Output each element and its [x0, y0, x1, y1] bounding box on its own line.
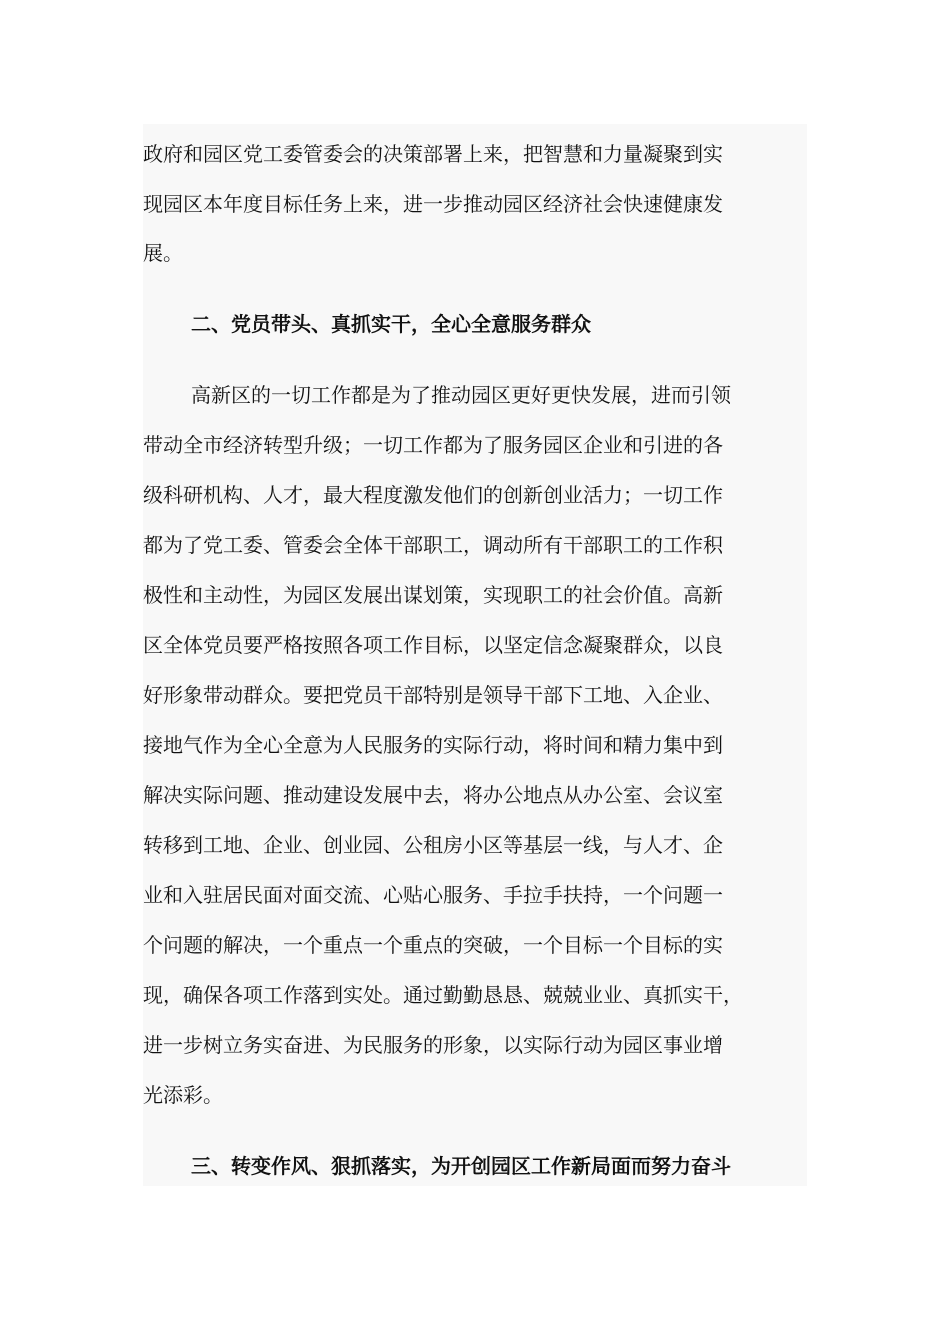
paragraph-line: 进一步树立务实奋进、为民服务的形象，以实际行动为园区事业增 — [143, 1033, 723, 1057]
text-block — [143, 124, 807, 1186]
paragraph-line: 区全体党员要严格按照各项工作目标，以坚定信念凝聚群众，以良 — [143, 633, 723, 657]
paragraph-line: 解决实际问题、推动建设发展中去，将办公地点从办公室、会议室 — [143, 783, 723, 807]
paragraph-line: 光添彩。 — [143, 1083, 223, 1107]
intro-line: 政府和园区党工委管委会的决策部署上来，把智慧和力量凝聚到实 — [143, 142, 723, 166]
paragraph-line: 现，确保各项工作落到实处。通过勤勤恳恳、兢兢业业、真抓实干， — [143, 983, 743, 1007]
paragraph-line: 极性和主动性，为园区发展出谋划策，实现职工的社会价值。高新 — [143, 583, 723, 607]
section-heading: 三、转变作风、狠抓落实，为开创园区工作新局面而努力奋斗 — [191, 1154, 731, 1178]
paragraph-line: 业和入驻居民面对面交流、心贴心服务、手拉手扶持，一个问题一 — [143, 883, 723, 907]
paragraph-line: 转移到工地、企业、创业园、公租房小区等基层一线，与人才、企 — [143, 833, 723, 857]
section-heading: 二、党员带头、真抓实干，全心全意服务群众 — [191, 312, 591, 336]
paragraph-line: 都为了党工委、管委会全体干部职工，调动所有干部职工的工作积 — [143, 533, 723, 557]
paragraph-line: 个问题的解决，一个重点一个重点的突破，一个目标一个目标的实 — [143, 933, 723, 957]
paragraph-line: 带动全市经济转型升级；一切工作都为了服务园区企业和引进的各 — [143, 433, 723, 457]
paragraph-line: 好形象带动群众。要把党员干部特别是领导干部下工地、入企业、 — [143, 683, 723, 707]
paragraph-line: 接地气作为全心全意为人民服务的实际行动，将时间和精力集中到 — [143, 733, 723, 757]
intro-line: 现园区本年度目标任务上来，进一步推动园区经济社会快速健康发 — [143, 192, 723, 216]
paragraph-line: 高新区的一切工作都是为了推动园区更好更快发展，进而引领 — [191, 383, 731, 407]
intro-line: 展。 — [143, 241, 183, 265]
paragraph-line: 级科研机构、人才，最大程度激发他们的创新创业活力；一切工作 — [143, 483, 723, 507]
